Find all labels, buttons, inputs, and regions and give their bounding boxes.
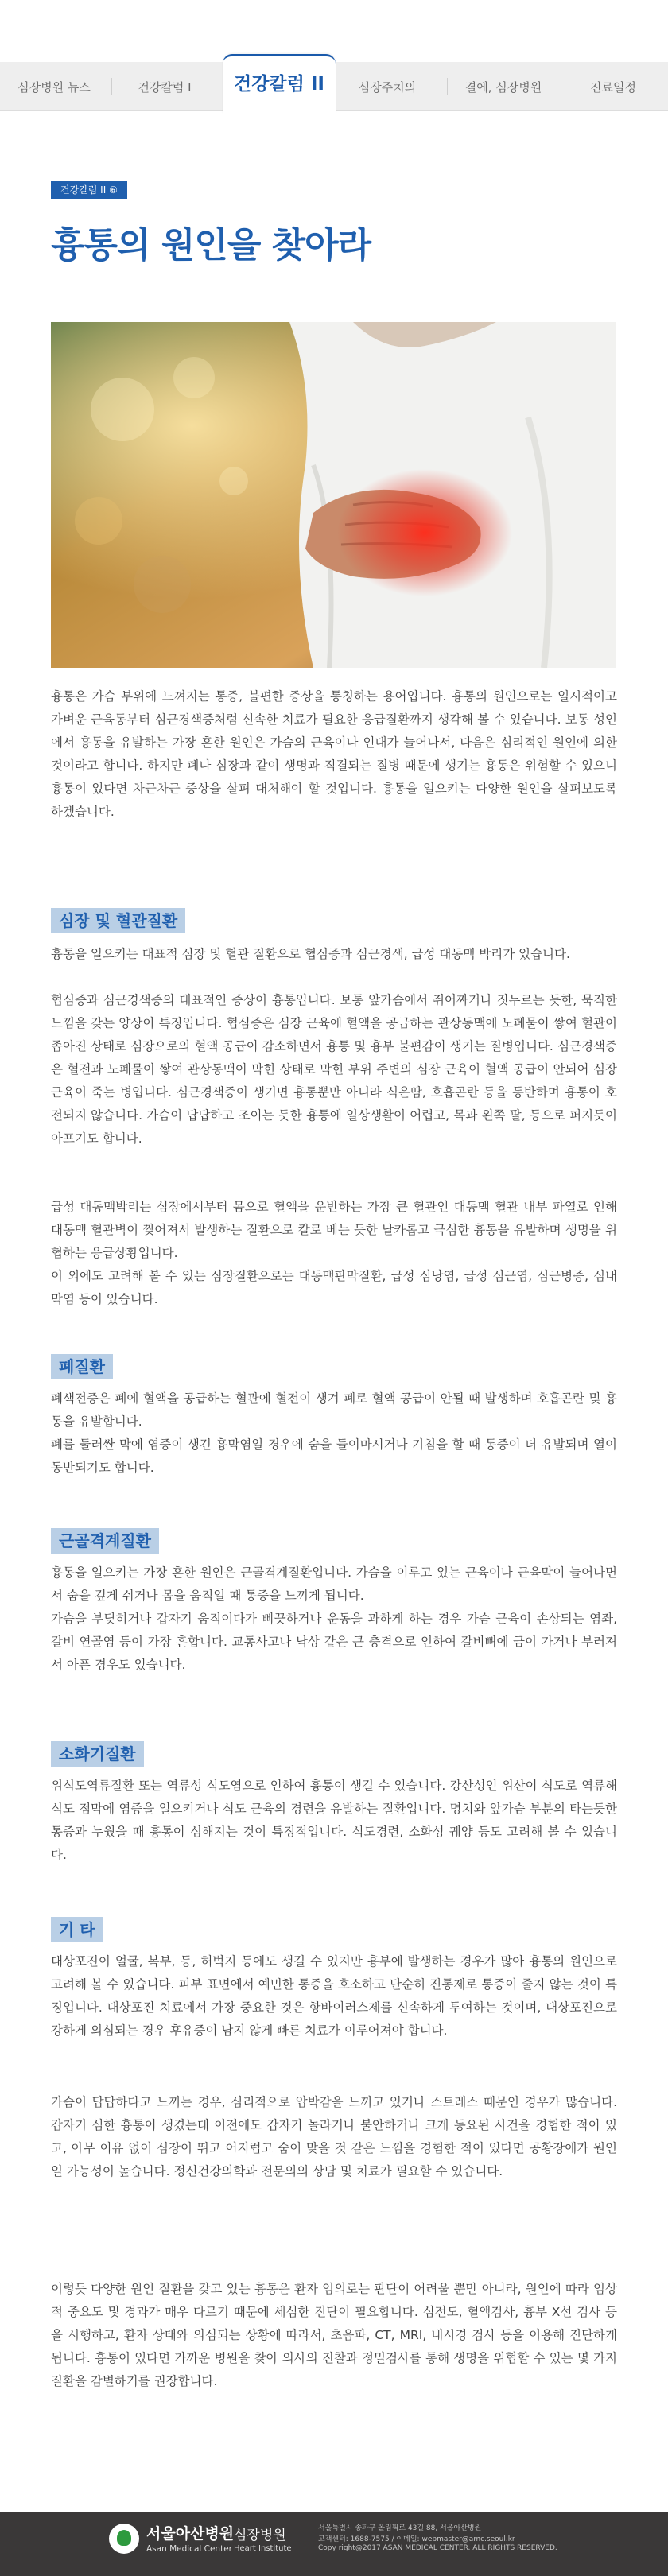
closing-paragraph: 이렇듯 다양한 원인 질환을 갖고 있는 흉통은 환자 임의로는 판단이 어려울 뿐만 아니라, 원인에 따라 임상적 중요도 및 경과가 매우 다르기 때문에 세심한 진단이 필요합니다. 심전도, 혈액검사, 흉부 X선 검사 등을 시행하고, 환자 상태와 의심되는 상황에 따라서, 초음파, CT, MRI, 내시경 검사 등을 이용해 진단하게 됩니다. 흉통이 있다면 가까운 병원을 찾아 의사의 진찰과 정밀검사를 통해 생명을 위협할 수 있는 몇 가지 질환을 감별하기를 권장합니다. — [51, 2282, 617, 2388]
section-paragraph: 이 외에도 고려해 볼 수 있는 심장질환으로는 대동맥판막질환, 급성 심낭염, 급성 심근염, 심근병증, 심내막염 등이 있습니다. — [51, 1269, 617, 1306]
section-paragraph: 폐색전증은 폐에 혈액을 공급하는 혈관에 혈전이 생겨 폐로 혈액 공급이 안될 때 발생하며 호흡곤란 및 흉통을 유발합니다. — [51, 1391, 617, 1429]
section-paragraph: 폐를 둘러싼 막에 염증이 생긴 흉막염일 경우에 숨을 들이마시거나 기침을 할 때 통증이 더 유발되며 열이 동반되기도 합니다. — [51, 1437, 617, 1475]
intro-paragraph: 흉통은 가슴 부위에 느껴지는 통증, 불편한 증상을 통칭하는 용어입니다. 흉통의 원인으로는 일시적이고 가벼운 근육통부터 심근경색증처럼 신속한 치료가 필요한 응급질환까지 생각해 볼 수 있습니다. 보통 성인에서 흉통을 유발하는 가장 흔한 원인은 가슴의 근육이나 인대가 늘어나서, 다음은 심리적인 원인에 의한 것이라고 합니다. 하지만 폐나 심장과 같이 생명과 직결되는 질병 때문에 생기는 흉통은 위험할 수 있으니 흉통이 있다면 차근차근 증상을 살펴 대처해야 할 것입니다. 흉통을 일으키는 다양한 원인을 살펴보도록 하겠습니다. — [51, 689, 617, 819]
section-paragraph: 가슴이 답답하다고 느끼는 경우, 심리적으로 압박감을 느끼고 있거나 스트레스 때문인 경우가 많습니다. 갑자기 심한 흉통이 생겼는데 이전에도 갑자기 놀라거나 불안하거나 크게 동요된 사건을 경험한 적이 있고, 아무 이유 없이 심장이 뛰고 어지럽고 숨이 맞을 것 같은 느낌을 경험한 적이 있다면 공황장애가 원인일 가능성이 높습니다. 정신건강의학과 전문의의 상담 및 치료가 필요할 수 있습니다. — [51, 2095, 617, 2178]
nav-tab-heart-doctor[interactable]: 심장주치의 — [358, 80, 417, 95]
footer-contact: 고객센터: 1688-7575 / 이메일: webmaster@amc.seoul.kr — [318, 2535, 515, 2543]
section-paragraph: 흉통을 일으키는 대표적 심장 및 혈관 질환으로 협심증과 심근경색, 급성 대동맥 박리가 있습니다. — [51, 947, 570, 961]
nav-tab-heart-news[interactable]: 심장병원 뉴스 — [17, 80, 91, 95]
nav-tab-health-column-2[interactable]: 건강칼럼 II — [223, 54, 336, 114]
column-badge: 건강칼럼 II ⑥ — [51, 181, 127, 199]
chest-pain-illustration — [51, 322, 616, 668]
hospital-name-en: Asan Medical Center — [146, 2544, 232, 2554]
footer-address: 서울특별시 송파구 올림픽로 43길 88, 서울아산병원 — [318, 2524, 482, 2532]
section-paragraph: 위식도역류질환 또는 역류성 식도염으로 인하여 흉통이 생길 수 있습니다. 강산성인 위산이 식도로 역류해 식도 점막에 염증을 일으키거나 식도 근육의 경련을 유발하는 질환입니다. 명치와 앞가슴 부분의 타는듯한 통증과 누웠을 때 흉통이 심해지는 것이 특징적입니다. 식도경련, 소화성 궤양 등도 고려해 볼 수 있습니다. — [51, 1779, 617, 1862]
section-paragraph: 가슴을 부딪히거나 갑자기 움직이다가 삐끗하거나 운동을 과하게 하는 경우 가슴 근육이 손상되는 염좌, 갈비 연골염 등이 가장 흔합니다. 교통사고나 낙상 같은 큰 충격으로 인하여 갈비뼈에 금이 가거나 부러져서 아픈 경우도 있습니다. — [51, 1612, 617, 1672]
institute-name: 심장병원 — [234, 2528, 286, 2543]
hospital-logo-icon — [109, 2524, 139, 2554]
section-heading-lung: 폐질환 — [51, 1354, 113, 1379]
top-nav — [0, 0, 668, 111]
nav-tab-schedule[interactable]: 진료일정 — [590, 80, 636, 95]
section-heading-heart: 심장 및 혈관질환 — [51, 908, 185, 933]
section-heading-digestive: 소화기질환 — [51, 1741, 144, 1767]
section-heading-other: 기 타 — [51, 1917, 103, 1942]
section-paragraph: 급성 대동맥박리는 심장에서부터 몸으로 혈액을 운반하는 가장 큰 혈관인 대동맥 혈관 내부 파열로 인해 대동맥 혈관벽이 찢어져서 발생하는 질환으로 칼로 베는 듯한 날카롭고 극심한 흉통을 유발하며 생명을 위협하는 응급상황입니다. — [51, 1200, 617, 1260]
hospital-name: 서울아산병원 — [146, 2525, 235, 2543]
nav-tab-health-column-1[interactable]: 건강칼럼 I — [138, 80, 192, 95]
section-heading-musculoskeletal: 근골격계질환 — [51, 1528, 159, 1554]
nav-tab-heart-hospital[interactable]: 결에, 심장병원 — [464, 80, 542, 95]
nav-divider — [447, 78, 448, 95]
section-paragraph: 흉통을 일으키는 가장 흔한 원인은 근골격계질환입니다. 가슴을 이루고 있는 근육이나 근육막이 늘어나면서 숨을 깊게 쉬거나 몸을 움직일 때 통증을 느끼게 됩니다. — [51, 1565, 617, 1603]
footer-copyright: Copy right@2017 ASAN MEDICAL CENTER. ALL RIGHTS RESERVED. — [318, 2544, 557, 2552]
chest-pain-photo — [51, 322, 616, 668]
institute-name-en: Heart Institute — [234, 2544, 292, 2553]
section-paragraph: 대상포진이 얼굴, 복부, 등, 허벅지 등에도 생길 수 있지만 흉부에 발생하는 경우가 많아 흉통의 원인으로 고려해 볼 수 있습니다. 피부 표면에서 예민한 통증을 호소하고 단순히 진통제로 통증이 줄지 않는 것이 특징입니다. 대상포진 치료에서 가장 중요한 것은 항바이러스제를 신속하게 투여하는 것이며, 대상포진으로 강하게 의심되는 경우 후유증이 남지 않게 빠른 치료가 이루어져야 합니다. — [51, 1954, 617, 2038]
section-paragraph: 협심증과 심근경색증의 대표적인 증상이 흉통입니다. 보통 앞가슴에서 쥐어짜거나 짓누르는 듯한, 묵직한 느낌을 갖는 양상이 특징입니다. 협심증은 심장 근육에 혈액을 공급하는 관상동맥에 노폐물이 쌓여 혈관이 좁아진 상태로 심장으로의 혈액 공급이 감소하면서 흉통 및 흉부 불편감이 생기는 질병입니다. 심근경색증은 혈전과 노폐물이 쌓여 관상동맥이 막힌 상태로 막힌 부위 주변의 심장 근육이 혈액 공급이 안되어 심장 근육이 죽는 병입니다. 심근경색증이 생기면 흉통뿐만 아니라 식은땀, 호흡곤란 등을 동반하며 흉통이 호전되지 않습니다. 가슴이 답답하고 조이는 듯한 흉통에 일상생활이 어렵고, 목과 왼쪽 팔, 등으로 퍼지듯이 아프기도 합니다. — [51, 993, 617, 1146]
page-title: 흉통의 원인을 찾아라 — [51, 225, 371, 266]
nav-divider — [111, 78, 112, 95]
